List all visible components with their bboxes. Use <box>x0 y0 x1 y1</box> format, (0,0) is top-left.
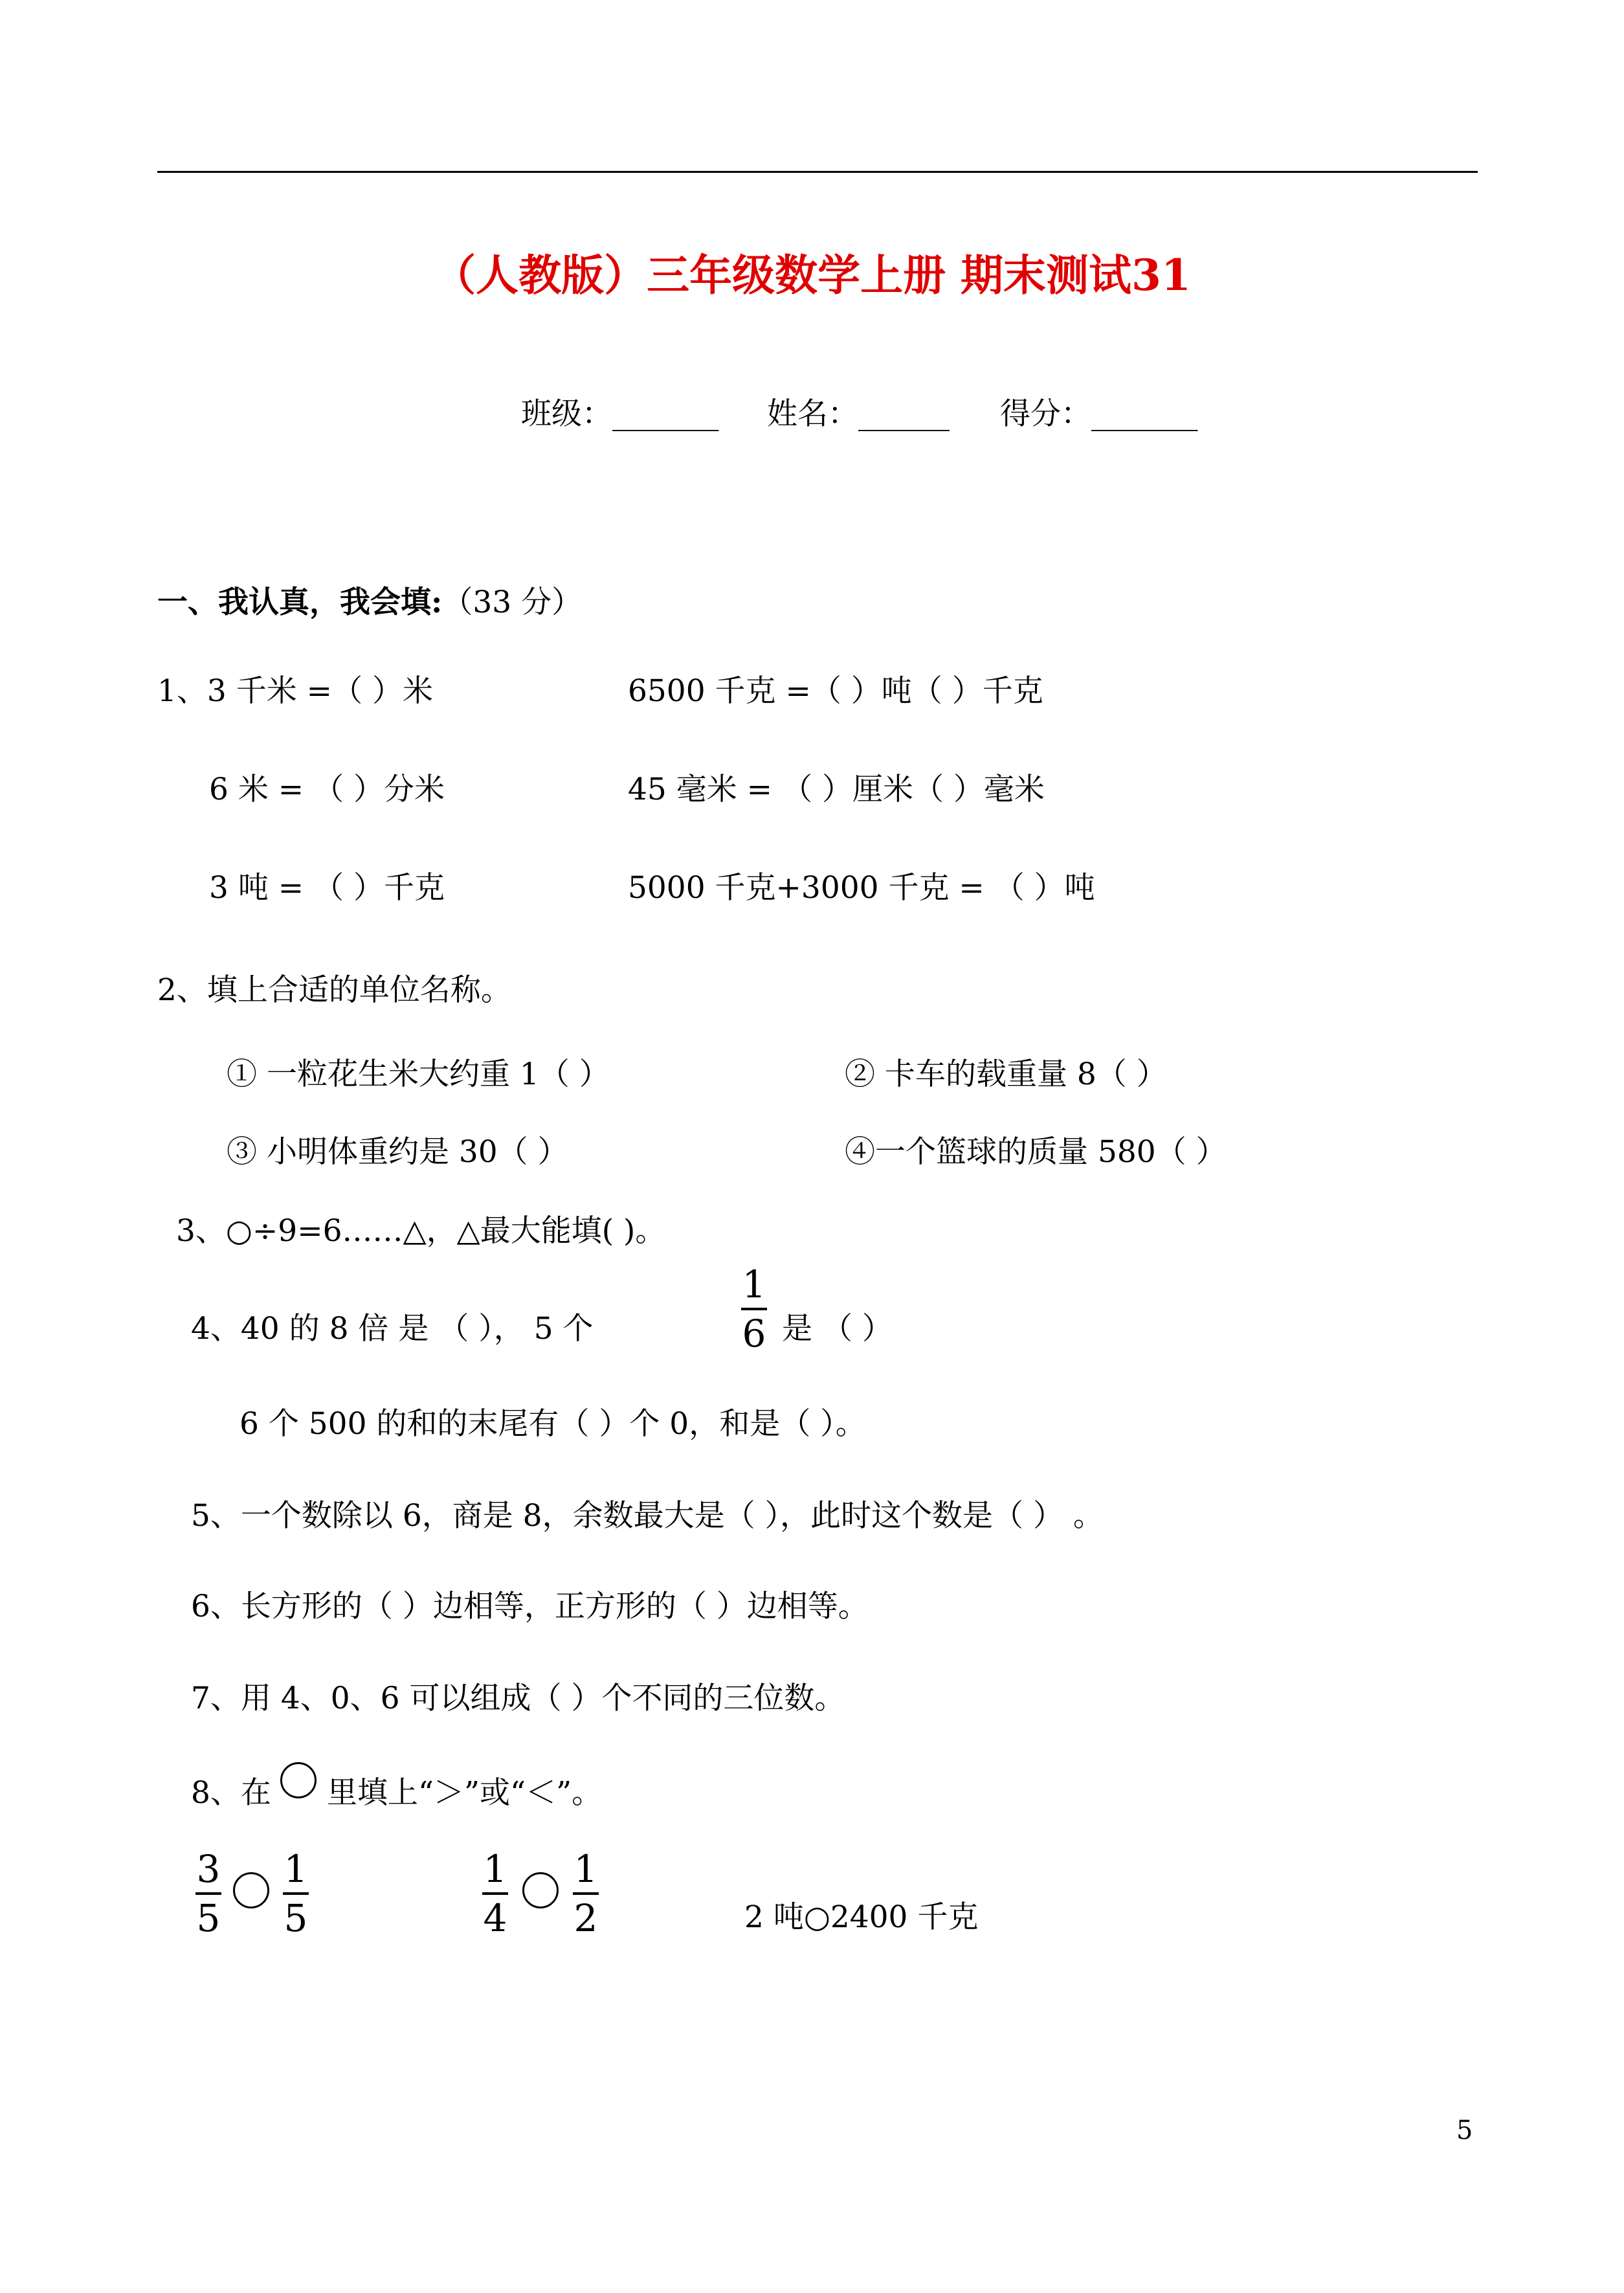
q2-item-3: ③ 小明体重约是 30（ ） <box>227 1134 568 1170</box>
q8-f2-numerator: 1 <box>284 1847 308 1891</box>
q8-fraction-2 <box>283 1848 309 1939</box>
page-title: （人教版）三年级数学上册 期末测试31 <box>433 250 1191 300</box>
q8-f3-denominator: 4 <box>483 1896 507 1940</box>
q8-f1-numerator: 3 <box>196 1847 221 1891</box>
q5-text: 5、一个数除以 6，商是 8，余数最大是（ ），此时这个数是（ ） 。 <box>191 1498 1104 1534</box>
compare-circle-1[interactable] <box>233 1872 269 1908</box>
q4-fraction <box>741 1264 767 1354</box>
q4-line2: 6 个 500 的和的末尾有（ ）个 0，和是（ ）。 <box>239 1406 866 1442</box>
q8-f4-denominator: 2 <box>573 1896 598 1940</box>
q8-fraction-3 <box>482 1848 508 1939</box>
q8-f4-numerator: 1 <box>573 1847 598 1891</box>
q7-text: 7、用 4、0、6 可以组成（ ）个不同的三位数。 <box>191 1681 845 1716</box>
q4-part1: 4、40 的 8 倍 是 （ ）， 5 个 <box>191 1311 594 1347</box>
q2-item-1: ① 一粒花生米大约重 1（ ） <box>227 1057 610 1092</box>
q8-f2-denominator: 5 <box>284 1896 308 1940</box>
header-rule <box>157 171 1478 173</box>
page-number: 5 <box>1456 2116 1473 2145</box>
q4-part2: 是 （ ） <box>782 1311 893 1347</box>
q2-stem: 2、填上合适的单位名称。 <box>157 972 511 1008</box>
q8-stem-post: 里填上“＞”或“＜”。 <box>327 1775 603 1811</box>
q8-f1-denominator: 5 <box>196 1896 221 1940</box>
q8-fraction-1 <box>195 1848 221 1939</box>
q6-text: 6、长方形的（ ）边相等，正方形的（ ）边相等。 <box>191 1589 869 1624</box>
q2-item-2: ② 卡车的载重量 8（ ） <box>845 1057 1167 1092</box>
fraction-bar <box>573 1892 599 1895</box>
fraction-bar <box>195 1892 221 1895</box>
q3-text: 3、○÷9=6……△，△最大能填( )。 <box>176 1213 666 1249</box>
section-heading <box>157 578 582 621</box>
q1-line2-right: 45 毫米 = （ ）厘米（ ）毫米 <box>628 772 1045 807</box>
name-field: 姓名：______ <box>767 396 950 432</box>
q1-line3-right: 5000 千克+3000 千克 = （ ）吨 <box>628 870 1095 906</box>
compare-circle-2[interactable] <box>522 1872 559 1908</box>
q1-line1-left: 1、3 千米 =（ ）米 <box>157 673 434 709</box>
score-field: 得分：_______ <box>1000 396 1198 432</box>
fraction-bar <box>283 1892 309 1895</box>
q4-fraction-numerator: 1 <box>742 1262 766 1306</box>
q8-stem-pre: 8、在 <box>191 1775 271 1811</box>
q8-f3-numerator: 1 <box>483 1847 507 1891</box>
q8-compare-3: 2 吨○2400 千克 <box>744 1899 979 1935</box>
compare-circle-icon <box>280 1762 317 1798</box>
section-score: （33 分） <box>442 585 583 620</box>
q4-fraction-denominator: 6 <box>742 1312 766 1356</box>
class-field: 班级：_______ <box>521 396 719 432</box>
q1-line2-left: 6 米 = （ ）分米 <box>209 772 445 807</box>
q8-fraction-4 <box>573 1848 599 1939</box>
q1-line1-right: 6500 千克 =（ ）吨（ ）千克 <box>628 673 1043 709</box>
fraction-bar <box>482 1892 508 1895</box>
q2-item-4: ④一个篮球的质量 580（ ） <box>845 1134 1227 1170</box>
fraction-bar <box>741 1308 767 1310</box>
q1-line3-left: 3 吨 = （ ）千克 <box>209 870 445 906</box>
section-heading-text: 一、我认真，我会填: <box>157 585 443 620</box>
